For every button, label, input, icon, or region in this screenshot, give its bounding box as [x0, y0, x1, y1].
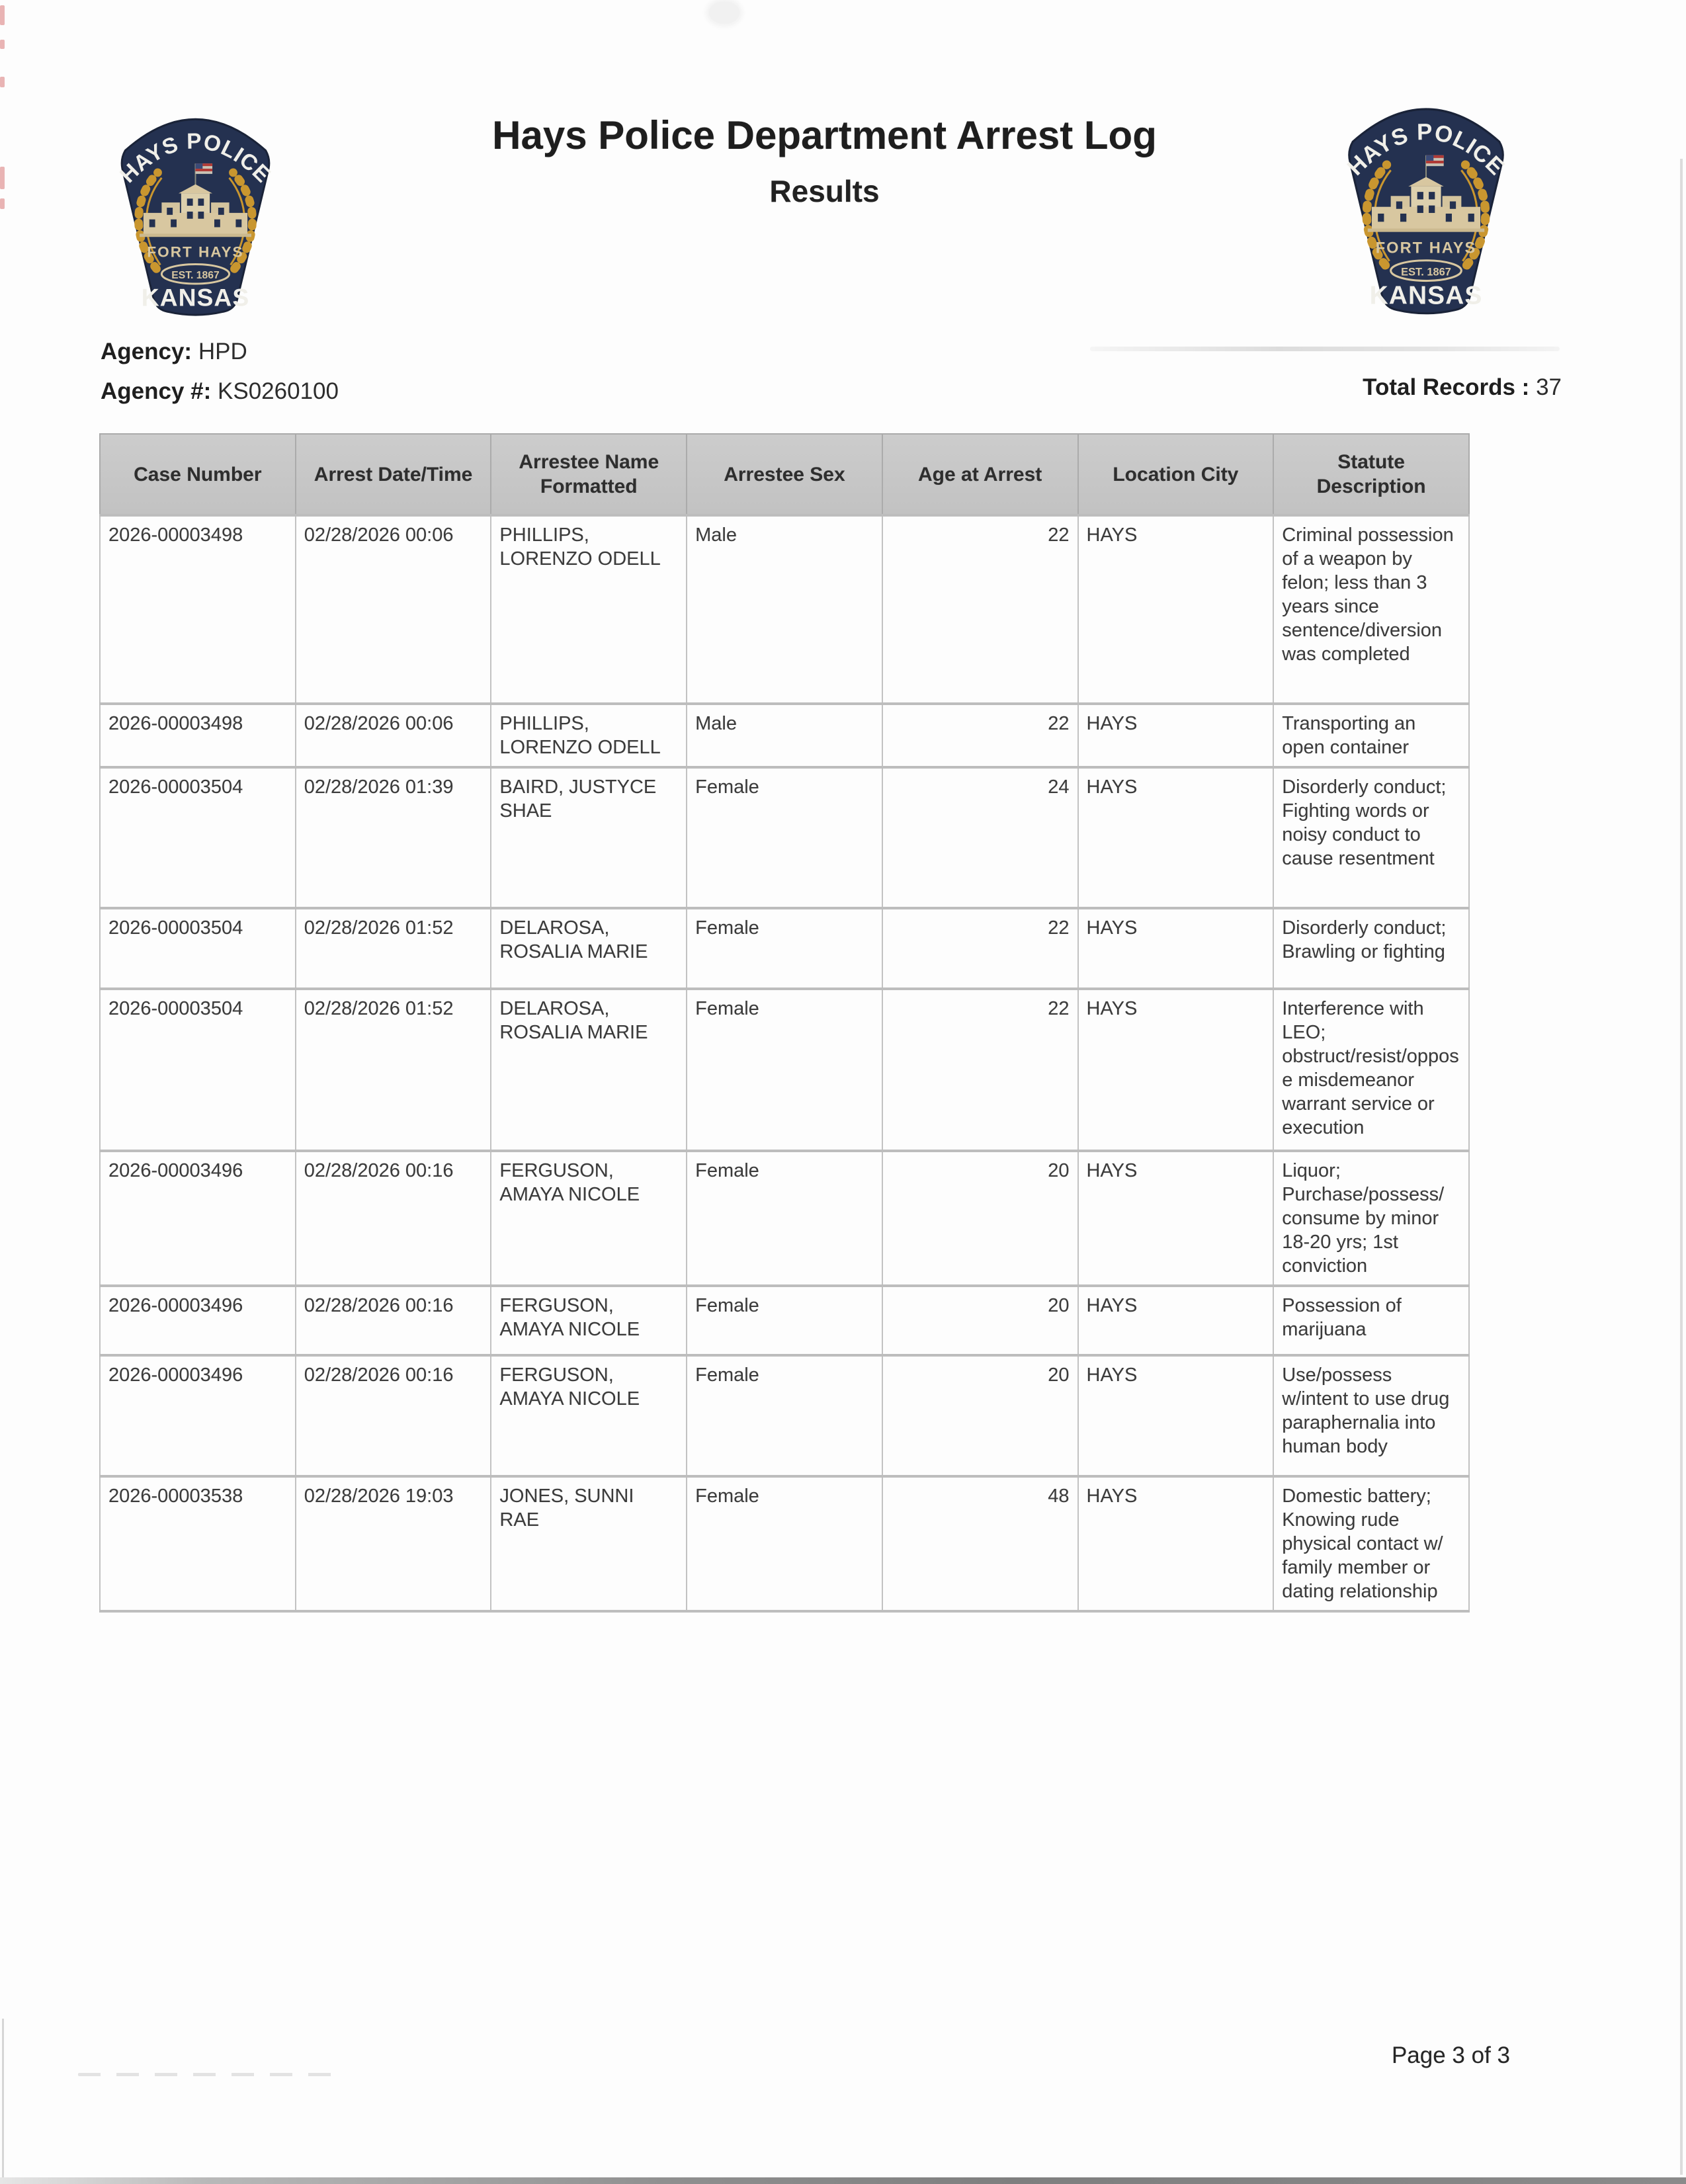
cell-age-at-arrest: 22 [882, 515, 1078, 704]
agency-line [101, 332, 339, 372]
cell-age-at-arrest: 22 [882, 908, 1078, 989]
table-row [100, 1355, 1469, 1476]
cell-arrest-datetime: 02/28/2026 00:16 [296, 1151, 491, 1286]
cell-location-city: HAYS [1078, 515, 1274, 704]
cell-location-city: HAYS [1078, 1151, 1274, 1286]
cell-arrestee-name: JONES, SUNNI RAE [491, 1476, 687, 1611]
cell-case-number: 2026-00003504 [100, 989, 296, 1151]
cell-statute-description: Transporting an open container [1273, 704, 1469, 767]
cell-arrestee-sex: Male [687, 704, 882, 767]
cell-age-at-arrest: 22 [882, 704, 1078, 767]
table-row [100, 767, 1469, 908]
cell-statute-description: Liquor; Purchase/possess/ consume by minor 18-20 yrs; 1st conviction [1273, 1151, 1469, 1286]
col-header-arrestee-sex: Arrestee Sex [687, 434, 882, 515]
badge-arch-text: HAYS POLICE [115, 129, 276, 188]
page-number: Page 3 of 3 [1391, 2042, 1510, 2068]
cell-case-number: 2026-00003504 [100, 908, 296, 989]
cell-arrestee-sex: Male [687, 515, 882, 704]
cell-age-at-arrest: 20 [882, 1355, 1078, 1476]
agency-number-value: KS0260100 [218, 378, 339, 404]
col-header-arrest-datetime: Arrest Date/Time [296, 434, 491, 515]
badge-arch-text: HAYS POLICE [1342, 118, 1510, 181]
cell-case-number: 2026-00003538 [100, 1476, 296, 1611]
col-header-case-number: Case Number [100, 434, 296, 515]
table-body [100, 515, 1469, 1611]
arrest-log-table [99, 433, 1470, 1613]
cell-case-number: 2026-00003496 [100, 1355, 296, 1476]
total-records [1363, 374, 1562, 401]
scan-streak [1090, 347, 1560, 351]
results-table-wrap [99, 433, 1470, 1613]
cell-age-at-arrest: 20 [882, 1286, 1078, 1355]
cell-case-number: 2026-00003498 [100, 515, 296, 704]
cell-arrestee-sex: Female [687, 1151, 882, 1286]
table-header [100, 434, 1469, 515]
cell-arrestee-sex: Female [687, 1476, 882, 1611]
agency-value: HPD [198, 339, 247, 364]
table-header-row [100, 434, 1469, 515]
cell-statute-description: Criminal possession of a weapon by felon; less than 3 years since sentence/diversion was completed [1273, 515, 1469, 704]
table-row [100, 1476, 1469, 1611]
cell-arrestee-name: FERGUSON, AMAYA NICOLE [491, 1151, 687, 1286]
agency-info [101, 332, 339, 411]
cell-arrestee-name: FERGUSON, AMAYA NICOLE [491, 1286, 687, 1355]
cell-arrestee-name: BAIRD, JUSTYCE SHAE [491, 767, 687, 908]
scan-dash-line [78, 2073, 343, 2076]
badge-fort-label: FORT HAYS [147, 243, 244, 261]
col-header-statute-description: Statute Description [1273, 434, 1469, 515]
col-header-age-at-arrest: Age at Arrest [882, 434, 1078, 515]
cell-arrestee-sex: Female [687, 1286, 882, 1355]
cell-statute-description: Disorderly conduct; Brawling or fighting [1273, 908, 1469, 989]
cell-statute-description: Possession of marijuana [1273, 1286, 1469, 1355]
cell-arrestee-sex: Female [687, 908, 882, 989]
cell-statute-description: Interference with LEO; obstruct/resist/oppose misdemeanor warrant service or execution [1273, 989, 1469, 1151]
cell-age-at-arrest: 20 [882, 1151, 1078, 1286]
badge-state-label: KANSAS [1369, 281, 1483, 310]
table-row [100, 515, 1469, 704]
cell-arrestee-name: FERGUSON, AMAYA NICOLE [491, 1355, 687, 1476]
cell-arrest-datetime: 02/28/2026 01:39 [296, 767, 491, 908]
cell-arrest-datetime: 02/28/2026 01:52 [296, 908, 491, 989]
cell-arrestee-sex: Female [687, 767, 882, 908]
cell-location-city: HAYS [1078, 1476, 1274, 1611]
cell-case-number: 2026-00003496 [100, 1286, 296, 1355]
cell-age-at-arrest: 22 [882, 989, 1078, 1151]
cell-arrest-datetime: 02/28/2026 00:06 [296, 515, 491, 704]
scan-bottom-bar [0, 2177, 1686, 2184]
cell-location-city: HAYS [1078, 704, 1274, 767]
badge-state-label: KANSAS [141, 283, 250, 312]
table-row [100, 704, 1469, 767]
cell-statute-description: Domestic battery; Knowing rude physical contact w/ family member or dating relationship [1273, 1476, 1469, 1611]
cell-arrest-datetime: 02/28/2026 19:03 [296, 1476, 491, 1611]
col-header-arrestee-name: Arrestee Name Formatted [491, 434, 687, 515]
cell-arrestee-name: DELAROSA, ROSALIA MARIE [491, 989, 687, 1151]
scan-edge-left [2, 2019, 4, 2179]
cell-case-number: 2026-00003498 [100, 704, 296, 767]
cell-arrestee-name: PHILLIPS, LORENZO ODELL [491, 704, 687, 767]
table-row [100, 1151, 1469, 1286]
scan-edge-right [1680, 159, 1683, 2175]
badge-est-label: EST. 1867 [171, 270, 220, 282]
cell-arrest-datetime: 02/28/2026 00:06 [296, 704, 491, 767]
agency-number-line [101, 372, 339, 411]
total-records-value: 37 [1536, 374, 1562, 400]
agency-number-label: Agency #: [101, 378, 212, 404]
cell-location-city: HAYS [1078, 989, 1274, 1151]
cell-arrest-datetime: 02/28/2026 01:52 [296, 989, 491, 1151]
cell-location-city: HAYS [1078, 1355, 1274, 1476]
page-title: Hays Police Department Arrest Log [492, 113, 1157, 157]
badge-fort-label: FORT HAYS [1375, 239, 1477, 257]
cell-statute-description: Use/possess w/intent to use drug paraphernalia into human body [1273, 1355, 1469, 1476]
cell-location-city: HAYS [1078, 1286, 1274, 1355]
table-row [100, 908, 1469, 989]
cell-age-at-arrest: 48 [882, 1476, 1078, 1611]
badge-est-label: EST. 1867 [1401, 266, 1451, 278]
page-subtitle: Results [769, 174, 880, 208]
table-row [100, 989, 1469, 1151]
header [0, 114, 1667, 208]
scan-smudge-top [709, 1, 739, 24]
cell-location-city: HAYS [1078, 767, 1274, 908]
total-records-label: Total Records : [1363, 374, 1530, 400]
cell-arrest-datetime: 02/28/2026 00:16 [296, 1286, 491, 1355]
cell-arrestee-sex: Female [687, 1355, 882, 1476]
cell-arrestee-name: DELAROSA, ROSALIA MARIE [491, 908, 687, 989]
cell-location-city: HAYS [1078, 908, 1274, 989]
table-row [100, 1286, 1469, 1355]
cell-age-at-arrest: 24 [882, 767, 1078, 908]
cell-arrestee-sex: Female [687, 989, 882, 1151]
agency-label: Agency: [101, 339, 192, 364]
cell-arrestee-name: PHILLIPS, LORENZO ODELL [491, 515, 687, 704]
col-header-location-city: Location City [1078, 434, 1274, 515]
cell-arrest-datetime: 02/28/2026 00:16 [296, 1355, 491, 1476]
cell-case-number: 2026-00003496 [100, 1151, 296, 1286]
cell-statute-description: Disorderly conduct; Fighting words or noisy conduct to cause resentment [1273, 767, 1469, 908]
cell-case-number: 2026-00003504 [100, 767, 296, 908]
